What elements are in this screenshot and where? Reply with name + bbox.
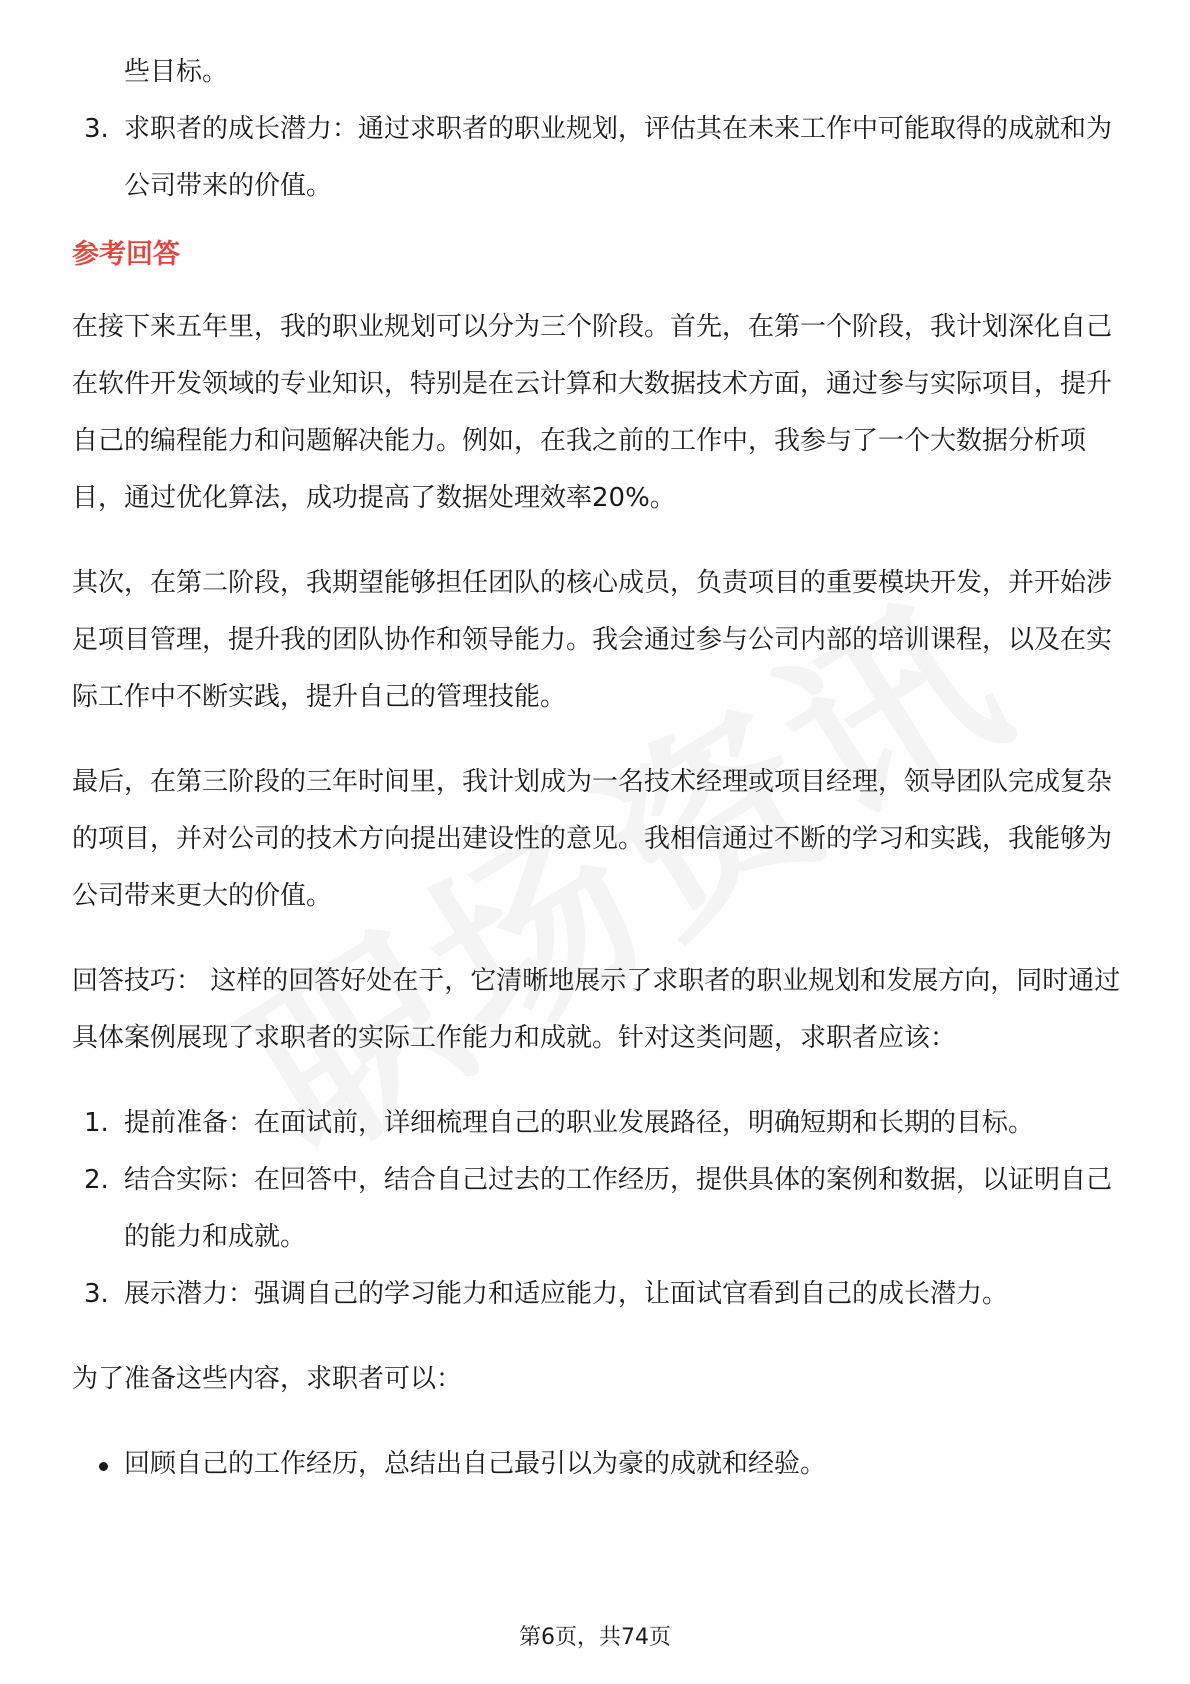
tips-intro-paragraph: 回答技巧： 这样的回答好处在于，它清晰地展示了求职者的职业规划和发展方向，同时通过具体案例展现了求职者的实际工作能力和成就。针对这类问题，求职者应该：: [72, 966, 1121, 1053]
page-footer: 第6页，共74页: [519, 1625, 671, 1650]
list-number: 3.: [84, 114, 109, 144]
list-item: [72, 44, 1122, 101]
list-number: 3.: [84, 1279, 109, 1309]
list-item: [72, 1152, 1122, 1266]
list-item-text: 些目标。: [124, 57, 229, 87]
top-numbered-list: [72, 44, 1122, 215]
prep-bullet-list: [72, 1436, 1122, 1493]
list-item-text: 回顾自己的工作经历，总结出自己最引以为豪的成就和经验。: [124, 1449, 827, 1479]
list-number: 2.: [84, 1165, 109, 1195]
tips-numbered-list: [72, 1095, 1122, 1323]
list-item-text: 结合实际：在回答中，结合自己过去的工作经历，提供具体的案例和数据，以证明自己的能力和成就。: [124, 1165, 1113, 1252]
list-item: [72, 1266, 1122, 1323]
list-item: [72, 101, 1122, 215]
list-item-text: 展示潜力：强调自己的学习能力和适应能力，让面试官看到自己的成长潜力。: [124, 1279, 1009, 1309]
paragraph: 其次，在第二阶段，我期望能够担任团队的核心成员，负责项目的重要模块开发，并开始涉足项目管理，提升我的团队协作和领导能力。我会通过参与公司内部的培训课程，以及在实际工作中不断实践，提升自己的管理技能。: [72, 568, 1113, 712]
list-item-text: 求职者的成长潜力：通过求职者的职业规划，评估其在未来工作中可能取得的成就和为公司带来的价值。: [124, 114, 1113, 201]
list-item-text: 提前准备：在面试前，详细梳理自己的职业发展路径，明确短期和长期的目标。: [124, 1108, 1035, 1138]
paragraph: 最后，在第三阶段的三年时间里，我计划成为一名技术经理或项目经理，领导团队完成复杂的项目，并对公司的技术方向提出建设性的意见。我相信通过不断的学习和实践，我能够为公司带来更大的价值。: [72, 767, 1113, 911]
prep-intro: 为了准备这些内容，求职者可以：: [72, 1364, 463, 1394]
bullet-icon: [99, 1462, 108, 1471]
paragraph: 在接下来五年里，我的职业规划可以分为三个阶段。首先，在第一个阶段，我计划深化自己在软件开发领域的专业知识，特别是在云计算和大数据技术方面，通过参与实际项目，提升自己的编程能力和问题解决能力。例如，在我之前的工作中，我参与了一个大数据分析项目，通过优化算法，成功提高了数据处理效率20%。: [72, 312, 1113, 513]
document-body: [72, 44, 1122, 1521]
list-item: [72, 1095, 1122, 1152]
section-heading: 参考回答: [72, 239, 180, 270]
list-number: 1.: [84, 1108, 109, 1138]
list-item: [72, 1436, 1122, 1493]
